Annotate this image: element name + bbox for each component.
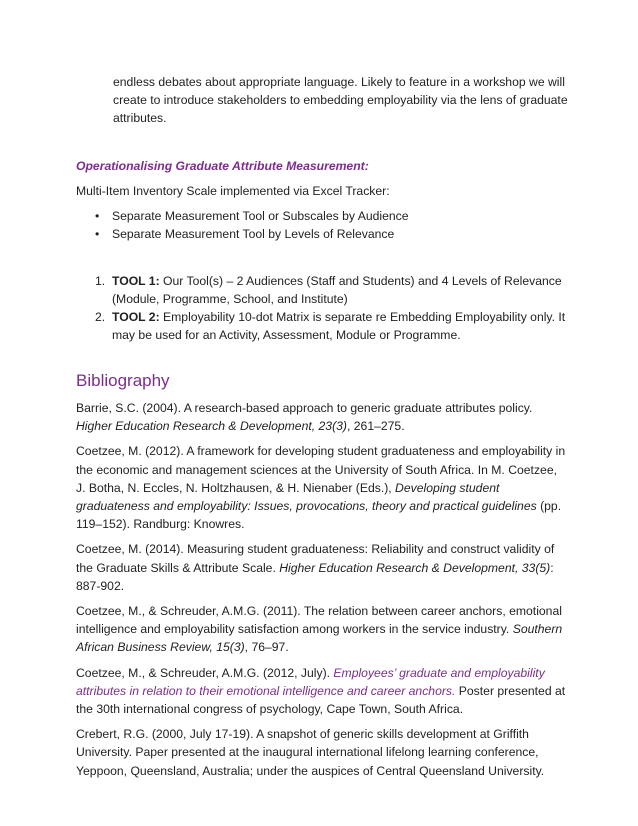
ref-source: Developing student graduateness and employability: Issues, provocations, theory and practical guidelines bbox=[76, 480, 537, 514]
tool-label: TOOL 1: bbox=[112, 274, 160, 288]
ref-text: : 887-902. bbox=[76, 560, 554, 593]
list-item bbox=[95, 308, 575, 344]
reference-entry bbox=[76, 725, 566, 780]
numbered-list bbox=[95, 272, 575, 344]
reference-entry bbox=[76, 540, 566, 595]
list-item bbox=[95, 207, 565, 225]
list-item bbox=[95, 272, 575, 308]
list-item bbox=[95, 225, 565, 243]
ref-text: Coetzee, M., & Schreuder, A.M.G. (2012, July). bbox=[76, 665, 334, 680]
ref-text: Barrie, S.C. (2004). A research-based approach to generic graduate attributes policy. bbox=[76, 401, 533, 415]
ref-text: (pp. 119–152). Randburg: Knowres. bbox=[76, 499, 562, 532]
ref-text: Crebert, R.G. (2000, July 17-19). A snapshot of generic skills development at Griffith University. Paper presented at the inaugural international lifelong learning conference, Yeppoon, Queensland, Australia; under the auspices of Central Queensland University. bbox=[76, 727, 545, 778]
bullet-icon: • bbox=[95, 209, 100, 223]
bullet-text: Separate Measurement Tool or Subscales by Audience bbox=[112, 209, 409, 223]
reference-entry bbox=[76, 664, 566, 719]
ref-source: Higher Education Research & Development, 23(3) bbox=[76, 419, 347, 434]
ref-text: , 76–97. bbox=[244, 640, 289, 655]
bullet-list bbox=[95, 207, 565, 243]
tool-text: Our Tool(s) – 2 Audiences (Staff and Students) and 4 Levels of Relevance (Module, Programme, School, and Institute) bbox=[112, 274, 562, 306]
ref-source: Employees’ graduate and employability attributes in relation to their emotional intelligence and career anchors. bbox=[76, 665, 545, 698]
tool-text: Employability 10-dot Matrix is separate re Embedding Employability only. It may be used for an Activity, Assessment, Module or Programme. bbox=[112, 310, 566, 342]
ref-text: Coetzee, M. (2014). Measuring student graduateness: Reliability and construct validity of the Graduate Skills & Attribute Scale. bbox=[76, 542, 555, 575]
section-subheading: Multi-Item Inventory Scale implemented via Excel Tracker: bbox=[76, 184, 390, 198]
reference-entry bbox=[76, 602, 566, 657]
ref-source: Southern African Business Review, 15(3) bbox=[76, 622, 563, 655]
ref-text: Coetzee, M. (2012). A framework for developing student graduateness and employability in the economic and management sciences at the University of South Africa. In M. Coetzee, J. Botha, N. Eccles, N. Holtzhausen, & H. Nienaber (Eds.), bbox=[76, 444, 566, 495]
item-number: 1. bbox=[95, 274, 106, 288]
bullet-text: Separate Measurement Tool by Levels of Relevance bbox=[112, 227, 395, 241]
intro-paragraph: endless debates about appropriate language. Likely to feature in a workshop we will create to introduce stakeholders to embedding employability via the lens of graduate attributes. bbox=[113, 75, 568, 125]
ref-source: Higher Education Research & Development, 33(5) bbox=[279, 560, 551, 575]
section-heading: Operationalising Graduate Attribute Measurement: bbox=[76, 159, 369, 173]
item-number: 2. bbox=[95, 310, 106, 324]
reference-entry bbox=[76, 442, 566, 533]
ref-text: Poster presented at the 30th international congress of psychology, Cape Town, South Africa. bbox=[76, 683, 566, 717]
reference-entry bbox=[76, 399, 566, 435]
bullet-icon: • bbox=[95, 227, 100, 241]
ref-text: Coetzee, M., & Schreuder, A.M.G. (2011). The relation between career anchors, emotional intelligence and employability satisfaction among workers in the service industry. bbox=[76, 604, 562, 637]
tool-label: TOOL 2: bbox=[112, 310, 160, 324]
ref-text: , 261–275. bbox=[346, 419, 405, 434]
reference-list bbox=[76, 399, 566, 787]
bibliography-heading: Bibliography bbox=[76, 371, 170, 390]
